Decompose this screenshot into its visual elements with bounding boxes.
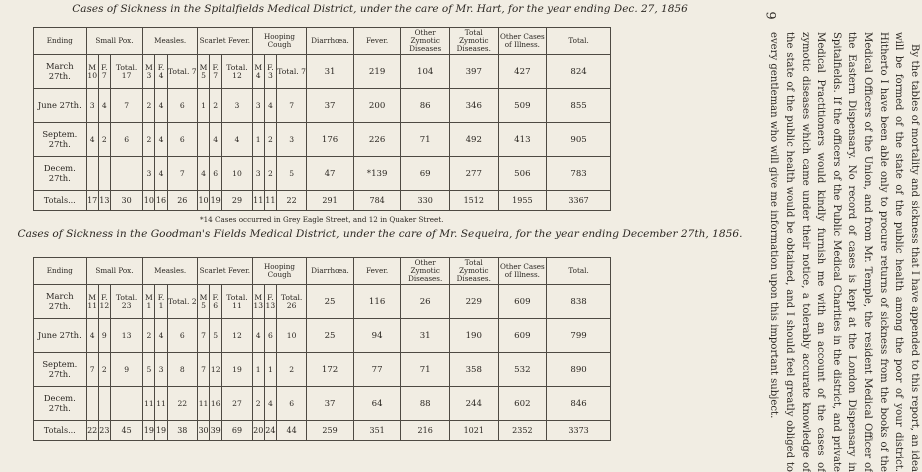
row-label: Totals...	[34, 191, 87, 211]
col-measles: Measles.	[143, 28, 198, 55]
table1-title: Cases of Sickness in the Spitalfields Medical District, under the care of Mr. Hart, for the year ending Dec. 27, 1856	[72, 3, 688, 15]
col-small-pox: Small Pox.	[86, 28, 143, 55]
cell: F. 3	[264, 55, 276, 89]
cell: 37	[307, 387, 354, 421]
cell: 6	[264, 319, 276, 353]
cell: 4	[155, 319, 167, 353]
cell: 22	[167, 387, 197, 421]
cell: Total. 7	[276, 55, 306, 89]
cell: M 3	[143, 55, 155, 89]
report-side-text	[754, 32, 922, 472]
cell: F. 7	[98, 55, 110, 89]
cell: 905	[547, 123, 611, 157]
cell	[197, 123, 209, 157]
cell: 1	[252, 353, 264, 387]
cell: 30	[110, 191, 142, 211]
cell: Total. 26	[276, 285, 306, 319]
cell: 7	[110, 89, 142, 123]
cell: 1512	[449, 191, 498, 211]
cell: 5	[210, 319, 222, 353]
row-label: Septem. 27th.	[34, 123, 87, 157]
cell: 838	[547, 285, 611, 319]
cell: 4	[252, 319, 264, 353]
cell: 4	[197, 157, 209, 191]
cell: 6	[167, 89, 197, 123]
cell: 16	[155, 191, 167, 211]
cell: 25	[307, 285, 354, 319]
cell: M 5	[197, 55, 209, 89]
cell: 11	[264, 191, 276, 211]
cell: 24	[264, 421, 276, 441]
cell: 5	[143, 353, 155, 387]
cell: 4	[155, 157, 167, 191]
cell: 609	[498, 319, 547, 353]
cell: 11	[252, 191, 264, 211]
cell: 244	[449, 387, 498, 421]
col-total: Total.	[547, 258, 611, 285]
cell: M 5	[197, 285, 209, 319]
cell: M 13	[252, 285, 264, 319]
cell: 6	[167, 319, 197, 353]
cell: 11	[155, 387, 167, 421]
col-other-zymotic: Other Zymotic Diseases.	[401, 258, 450, 285]
cell: 9	[98, 319, 110, 353]
cell: 1	[197, 89, 209, 123]
cell: 27	[222, 387, 252, 421]
spitalfields-sickness-table	[33, 27, 611, 211]
cell: 31	[401, 319, 450, 353]
cell: 10	[276, 319, 306, 353]
totals-row	[34, 191, 611, 211]
cell: 7	[197, 319, 209, 353]
col-hooping-cough: Hooping Cough	[252, 258, 307, 285]
cell: 5	[276, 157, 306, 191]
cell: 3	[222, 89, 252, 123]
cell: 492	[449, 123, 498, 157]
cell: 2	[252, 387, 264, 421]
cell: 824	[547, 55, 611, 89]
cell: 6	[110, 123, 142, 157]
cell: 219	[353, 55, 401, 89]
cell: 506	[498, 157, 547, 191]
cell: 291	[307, 191, 354, 211]
table-row	[34, 353, 611, 387]
cell: Total. 17	[110, 55, 142, 89]
cell: 2	[143, 123, 155, 157]
cell: 427	[498, 55, 547, 89]
cell: 351	[353, 421, 401, 441]
cell: 2	[143, 89, 155, 123]
cell: 3	[155, 353, 167, 387]
cell: 890	[547, 353, 611, 387]
cell: 9	[110, 353, 142, 387]
cell: 532	[498, 353, 547, 387]
col-fever: Fever.	[353, 258, 401, 285]
cell: 2	[264, 157, 276, 191]
cell: 22	[276, 191, 306, 211]
cell: Total. 23	[110, 285, 142, 319]
cell: 2	[98, 123, 110, 157]
cell: 4	[86, 319, 98, 353]
cell: M 4	[252, 55, 264, 89]
cell: Total. 12	[222, 55, 252, 89]
cell: 19	[222, 353, 252, 387]
cell: 38	[167, 421, 197, 441]
cell: 8	[167, 353, 197, 387]
col-diarrhoea: Diarrhœa.	[307, 28, 354, 55]
cell: Total. 7	[167, 55, 197, 89]
col-scarlet-fever: Scarlet Fever.	[197, 258, 252, 285]
cell: 1	[264, 353, 276, 387]
cell: 16	[210, 387, 222, 421]
cell: 509	[498, 89, 547, 123]
cell: 413	[498, 123, 547, 157]
header-row	[34, 28, 611, 55]
table2-title: Cases of Sickness in the Goodman's Fields Medical District, under the care of Mr. Sequeira, for the year ending December 27th, 1856.	[17, 228, 743, 240]
cell: 3	[86, 89, 98, 123]
cell: 3367	[547, 191, 611, 211]
row-label: March 27th.	[34, 55, 87, 89]
cell: 71	[401, 123, 450, 157]
cell: 19	[143, 421, 155, 441]
cell: 13	[110, 319, 142, 353]
cell: M 1	[143, 285, 155, 319]
cell: M 11	[86, 285, 98, 319]
cell: 88	[401, 387, 450, 421]
cell: 20	[252, 421, 264, 441]
header-row	[34, 258, 611, 285]
cell: 176	[307, 123, 354, 157]
col-fever: Fever.	[353, 28, 401, 55]
cell: 64	[353, 387, 401, 421]
cell: 783	[547, 157, 611, 191]
cell	[110, 157, 142, 191]
cell: 6	[276, 387, 306, 421]
cell: F. 6	[210, 285, 222, 319]
cell: 10	[143, 191, 155, 211]
cell: 200	[353, 89, 401, 123]
cell: 2	[143, 319, 155, 353]
cell: 86	[401, 89, 450, 123]
cell: 4	[155, 89, 167, 123]
cell: 1021	[449, 421, 498, 441]
cell: 3	[276, 123, 306, 157]
cell: 19	[210, 191, 222, 211]
cell: 330	[401, 191, 450, 211]
cell: 7	[86, 353, 98, 387]
col-ending: Ending	[34, 258, 87, 285]
col-measles: Measles.	[143, 258, 198, 285]
cell: 37	[307, 89, 354, 123]
cell: 31	[307, 55, 354, 89]
col-total-zymotic: Total Zymotic Diseases.	[449, 258, 498, 285]
cell: 346	[449, 89, 498, 123]
cell: F. 12	[98, 285, 110, 319]
cell: F. 7	[210, 55, 222, 89]
cell: 17	[86, 191, 98, 211]
cell: 26	[401, 285, 450, 319]
cell: 799	[547, 319, 611, 353]
cell: Total. 2	[167, 285, 197, 319]
cell	[98, 157, 110, 191]
table1-footnote: *14 Cases occurred in Grey Eagle Street, and 12 in Quaker Street.	[200, 215, 444, 224]
cell: 358	[449, 353, 498, 387]
cell: F. 4	[155, 55, 167, 89]
cell: 6	[167, 123, 197, 157]
cell: 1	[252, 123, 264, 157]
cell: 7	[167, 157, 197, 191]
row-label: Decem. 27th.	[34, 157, 87, 191]
col-diarrhoea: Diarrhœa.	[307, 258, 354, 285]
cell	[86, 387, 98, 421]
col-other-illness: Other Cases of Illness.	[498, 28, 547, 55]
table-row	[34, 55, 611, 89]
row-label: Decem. 27th.	[34, 387, 87, 421]
col-total: Total.	[547, 28, 611, 55]
cell: 69	[401, 157, 450, 191]
cell: 13	[98, 191, 110, 211]
cell: 4	[222, 123, 252, 157]
cell: 26	[167, 191, 197, 211]
col-hooping-cough: Hooping Cough	[252, 28, 307, 55]
cell: 3	[252, 89, 264, 123]
cell: 2	[264, 123, 276, 157]
cell: 44	[276, 421, 306, 441]
cell: 229	[449, 285, 498, 319]
col-total-zymotic: Total Zymotic Diseases.	[449, 28, 498, 55]
cell: 39	[210, 421, 222, 441]
cell: Total. 11	[222, 285, 252, 319]
cell: 784	[353, 191, 401, 211]
cell: 19	[155, 421, 167, 441]
cell: 22	[86, 421, 98, 441]
cell: 104	[401, 55, 450, 89]
col-scarlet-fever: Scarlet Fever.	[197, 28, 252, 55]
cell: 6	[210, 157, 222, 191]
cell: 23	[98, 421, 110, 441]
cell: 3	[143, 157, 155, 191]
cell: M 10	[86, 55, 98, 89]
cell: 190	[449, 319, 498, 353]
col-ending: Ending	[34, 28, 87, 55]
cell: 69	[222, 421, 252, 441]
cell: 609	[498, 285, 547, 319]
cell: 29	[222, 191, 252, 211]
row-label: Septem. 27th.	[34, 353, 87, 387]
cell: 12	[210, 353, 222, 387]
goodmans-fields-sickness-table	[33, 257, 611, 441]
cell: 172	[307, 353, 354, 387]
cell: 3	[252, 157, 264, 191]
row-label: Totals...	[34, 421, 87, 441]
cell: 3373	[547, 421, 611, 441]
cell: 11	[197, 387, 209, 421]
cell	[110, 387, 142, 421]
cell: 71	[401, 353, 450, 387]
cell: 277	[449, 157, 498, 191]
row-label: March 27th.	[34, 285, 87, 319]
table-row	[34, 157, 611, 191]
totals-row	[34, 421, 611, 441]
cell: 7	[276, 89, 306, 123]
cell: 846	[547, 387, 611, 421]
cell: 77	[353, 353, 401, 387]
cell: 7	[197, 353, 209, 387]
table-row	[34, 123, 611, 157]
cell: F. 13	[264, 285, 276, 319]
cell: 25	[307, 319, 354, 353]
cell: 855	[547, 89, 611, 123]
table-row	[34, 319, 611, 353]
cell: 45	[110, 421, 142, 441]
cell: 11	[143, 387, 155, 421]
table-row	[34, 285, 611, 319]
cell: *139	[353, 157, 401, 191]
cell: 30	[197, 421, 209, 441]
col-other-illness: Other Cases of Illness.	[498, 258, 547, 285]
cell: 259	[307, 421, 354, 441]
cell	[86, 157, 98, 191]
cell: 2	[210, 89, 222, 123]
table-row	[34, 387, 611, 421]
cell: 2	[276, 353, 306, 387]
cell: 10	[197, 191, 209, 211]
cell: 1955	[498, 191, 547, 211]
cell: 4	[264, 387, 276, 421]
cell: 2352	[498, 421, 547, 441]
cell: 4	[98, 89, 110, 123]
cell: 216	[401, 421, 450, 441]
row-label: June 27th.	[34, 89, 87, 123]
cell: 2	[98, 353, 110, 387]
cell	[98, 387, 110, 421]
cell: 12	[222, 319, 252, 353]
cell: 397	[449, 55, 498, 89]
cell: 10	[222, 157, 252, 191]
report-paragraph: By the tables of mortality and sickness that I have appended to this report, an idea will be formed of the state of the public health among the poor of your district. Hitherto I have been able only to procure returns of sickness from the books of the Medical Officers of the Union, and from Mr. Temple, the resident Medical Officer of the Eastern Dispensary. No record of cases is kept at the London Dispensary in Spitalfields. If the officers of the Public Medical Charities in the district, and private Medical Practitioners would kindly furnish me with an account of the cases of zymotic diseases which came under their notice, a tolerably accurate knowledge of the state of the public health would be obtained, and I should feel greatly obliged to every gentleman who will give me information upon this important subject.	[768, 32, 920, 472]
row-label: June 27th.	[34, 319, 87, 353]
cell: 4	[264, 89, 276, 123]
cell: 602	[498, 387, 547, 421]
cell: 47	[307, 157, 354, 191]
cell: F. 1	[155, 285, 167, 319]
col-other-zymotic: Other Zymotic Diseases	[401, 28, 450, 55]
cell: 226	[353, 123, 401, 157]
col-small-pox: Small Pox.	[86, 258, 143, 285]
table-row	[34, 89, 611, 123]
page-number: 9	[762, 11, 778, 20]
cell: 116	[353, 285, 401, 319]
cell: 4	[155, 123, 167, 157]
cell: 4	[86, 123, 98, 157]
cell: 94	[353, 319, 401, 353]
cell: 4	[210, 123, 222, 157]
